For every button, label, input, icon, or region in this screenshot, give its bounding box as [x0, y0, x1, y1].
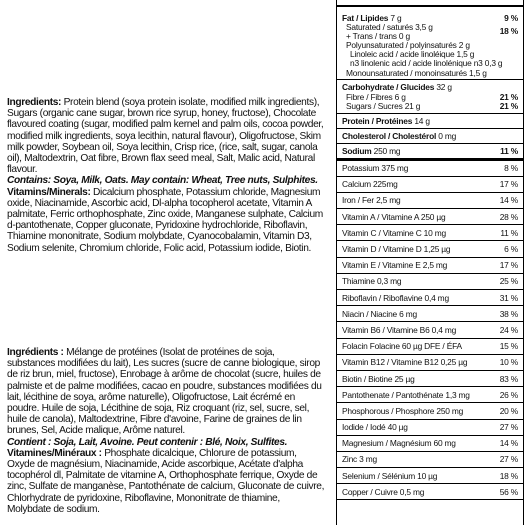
- nutrient-row: [337, 322, 523, 338]
- nutrient-dv: 20 %: [499, 405, 518, 416]
- nutrient-dv: 26 %: [499, 389, 518, 400]
- ingredients-paragraph-fr: [7, 347, 325, 437]
- nutrient-label: Vitamin D / Vitamine D 1,25 µg: [342, 244, 451, 255]
- sugars-row: Sugars / Sucres 21 g 21 %: [346, 100, 518, 111]
- nutrient-row: [337, 339, 523, 355]
- cholesterol-row: Cholesterol / Cholestérol 0 mg: [337, 129, 523, 144]
- nutrient-row: [337, 241, 523, 257]
- ingredients-paragraph: [7, 97, 325, 175]
- ingredients-label: Ingredients:: [7, 97, 62, 108]
- nutrient-dv: 14 %: [499, 438, 518, 449]
- n3-linolenic-row: n3 linolenic acid / acide linolénique n3 0,3 g: [350, 58, 503, 69]
- nutrient-row: [337, 225, 523, 241]
- nutrient-label: Biotin / Biotine 25 µg: [342, 373, 415, 384]
- nutrient-dv: 27 %: [499, 422, 518, 433]
- vitamin-mineral-list: [337, 161, 523, 501]
- vitamins-minerals-label: Vitamins/Minerals:: [7, 186, 91, 198]
- nutrient-row: [337, 258, 523, 274]
- nutrient-row: [337, 274, 523, 290]
- nutrient-row: [337, 290, 523, 306]
- nutrient-dv: 14 %: [499, 195, 518, 206]
- nutrient-label: Riboflavin / Riboflavine 0,4 mg: [342, 292, 449, 303]
- saturated-row: Saturated / saturés 3,5 g: [346, 21, 433, 32]
- nutrient-dv: 8 %: [504, 163, 518, 174]
- ingredients-text-fr: Mélange de protéines (Isolat de protéines de soja, substances modifiées du lait), Les sucres (sucre de canne biologique, sirop de riz brun, miel, fructose), Enrobage à arôme de chocolat (sucre, huiles de palmiste et de palme modifiées, cacao en poudre, substances modifiées du lait, lécithine de soya, arôme naturelle), Oligofructose, Lait écrémé en poudre. Huile de soja, Lécithine de soja, Riz croquant (riz, sel, sucre, sel, huile de canola), Maltodextrine, Fibre d'avoine, Farine de graines de lin brunes, Sel, Acide malique, Arôme naturel.: [7, 347, 322, 437]
- nutrient-row: [337, 371, 523, 387]
- nutrient-row: [337, 484, 523, 500]
- sat-trans-dv: 18 %: [499, 26, 518, 37]
- ingredients-text: Protein blend (soya protein isolate, modified milk ingredients), Sugars (organic cane sugar, brown rice syrup, honey, fructose), Chocolate flavoured coating (sugar, modified palm kernel and palm oils, cocoa powder, modified milk ingredients, soya lecithin, natural flavour), Oligofructose, Skim milk powder, Soybean oil, Soya lecithin, Crisp rice, (rice, salt, sugar, canola oil), Maltodextrin, Oat fibre, Brown flax seed meal, Salt, Malic acid, Natural flavour.: [7, 97, 324, 176]
- nutrient-dv: 28 %: [499, 211, 518, 222]
- ingredients-english: [7, 97, 325, 254]
- vitamins-minerals-label-fr: Vitamines/Minéraux :: [7, 447, 102, 459]
- nutrient-dv: 18 %: [499, 470, 518, 481]
- nutrient-label: Phosphorous / Phosphore 250 mg: [342, 405, 464, 416]
- nutrient-label: Niacin / Niacine 6 mg: [342, 308, 417, 319]
- nutrient-label: Vitamin C / Vitamine C 10 mg: [342, 227, 446, 238]
- nutrient-label: Potassium 375 mg: [342, 163, 409, 174]
- nutrient-row: [337, 209, 523, 225]
- nutrient-row: [337, 306, 523, 322]
- linoleic-row: Linoleic acid / acide linoléique 1,5 g: [350, 49, 475, 60]
- nutrient-dv: 25 %: [499, 276, 518, 287]
- nutrient-label: Vitamin E / Vitamine E 2,5 mg: [342, 260, 448, 271]
- nutrient-label: Vitamin A / Vitamine A 250 µg: [342, 211, 446, 222]
- nutrient-dv: 10 %: [499, 357, 518, 368]
- nutrient-row: [337, 193, 523, 209]
- nutrient-dv: 17 %: [499, 179, 518, 190]
- nutrient-label: Copper / Cuivre 0,5 mg: [342, 486, 425, 497]
- nutrient-dv: 27 %: [499, 454, 518, 465]
- nutrient-label: Magnesium / Magnésium 60 mg: [342, 438, 456, 449]
- nutrient-dv: 6 %: [504, 244, 518, 255]
- allergen-statement: Contains: Soya, Milk, Oats. May contain: Wheat, Tree nuts, Sulphites.: [7, 175, 318, 187]
- fibre-row: Fibre / Fibres 6 g 21 %: [346, 91, 518, 102]
- nutrient-dv: 31 %: [499, 292, 518, 303]
- fat-dv: 9 %: [504, 12, 518, 23]
- ingredients-french: [7, 347, 325, 525]
- nutrient-row: [337, 452, 523, 468]
- nutrient-dv: 38 %: [499, 308, 518, 319]
- nutrient-row: [337, 177, 523, 193]
- fat-block: [337, 7, 523, 80]
- carbohydrate-block: [337, 80, 523, 113]
- sodium-row: Sodium 250 mg 11 %: [337, 144, 523, 161]
- nutrient-dv: 11 %: [500, 227, 518, 238]
- trans-row: + Trans / trans 0 g: [346, 30, 410, 41]
- nutrient-row: [337, 436, 523, 452]
- fat-row: [337, 7, 523, 22]
- nutrient-dv: 17 %: [499, 260, 518, 271]
- nutrient-row: [337, 403, 523, 419]
- nutrient-label: Calcium 225mg: [342, 179, 398, 190]
- nutrient-row: [337, 420, 523, 436]
- nutrient-row: [337, 468, 523, 484]
- nutrient-label: Thiamine 0,3 mg: [342, 276, 402, 287]
- nutrient-label: Vitamin B12 / Vitamine B12 0,25 µg: [342, 357, 468, 368]
- vitamins-minerals-text: Dicalcium phosphate, Potassium chloride, Magnesium oxide, Niacinamide, Ascorbic acid, Dl-alpha tocopherol acetate, Vitamin A palmitate, Ferric orthophosphate, Zinc oxide, Manganese sulphate, Calcium d-pantothenate, Copper gluconate, Pyridoxine hydrochloride, Riboflavin, Thiamine mononitrate, Sodium molybdate, Cyanocobalamin, Vitamin D3, Sodium selenite, Chromium chloride, Folic acid, Potassium iodide, Biotin.: [7, 186, 323, 254]
- nutrient-label: Pantothenate / Pantothénate 1,3 mg: [342, 389, 470, 400]
- nutrient-label: Folacin Folacine 60 µg DFE / ÉFA: [342, 341, 462, 352]
- vitamins-minerals-paragraph: [7, 187, 325, 254]
- allergen-statement-fr: Contient : Soja, Lait, Avoine. Peut contenir : Blé, Noix, Sulfites.: [7, 436, 288, 448]
- nutrient-label: Vitamin B6 / Vitamine B6 0,4 mg: [342, 324, 457, 335]
- nutrient-label: Selenium / Sélénium 10 µg: [342, 470, 438, 481]
- ingredients-label-fr: Ingrédients :: [7, 347, 64, 358]
- nutrient-dv: 56 %: [499, 486, 518, 497]
- nutrient-row: [337, 387, 523, 403]
- fat-label: Fat / Lipides 7 g: [342, 12, 402, 23]
- nutrition-facts-table: [336, 0, 524, 525]
- vitamins-minerals-paragraph-fr: [7, 448, 325, 515]
- nutrient-row: [337, 355, 523, 371]
- nutrient-label: Zinc 3 mg: [342, 454, 377, 465]
- nutrient-dv: 15 %: [499, 341, 518, 352]
- monounsaturated-row: Monounsaturated / monoinsaturés 1,5 g: [346, 67, 487, 78]
- polyunsaturated-row: Polyunsaturated / polyinsaturés 2 g: [346, 39, 470, 50]
- carbohydrate-row: Carbohydrate / Glucides 32 g: [342, 82, 452, 93]
- nutrient-dv: 83 %: [499, 373, 518, 384]
- protein-row: Protein / Protéines 14 g: [337, 114, 523, 129]
- nutrient-label: Iodide / Iodé 40 µg: [342, 422, 408, 433]
- vitamins-minerals-text-fr: Phosphate dicalcique, Chlorure de potassium, Oxyde de magnésium, Niacinamide, Acide ascorbique, Acétate d'alpha tocophérol dl, Palmitate de vitamine A, Orthophosphate ferrique, Oxyde de zinc, Sulfate de manganèse, Pantothénate de calcium, Gluconate de cuivre, Chlorhydrate de pyridoxine, Riboflavine, Mononitrate de thiamine, Molybdate de sodium.: [7, 447, 325, 515]
- nutrient-label: Iron / Fer 2,5 mg: [342, 195, 401, 206]
- top-rule: [337, 0, 523, 7]
- nutrient-row: [337, 161, 523, 177]
- nutrient-dv: 24 %: [499, 324, 518, 335]
- sat-trans-group: [337, 22, 523, 40]
